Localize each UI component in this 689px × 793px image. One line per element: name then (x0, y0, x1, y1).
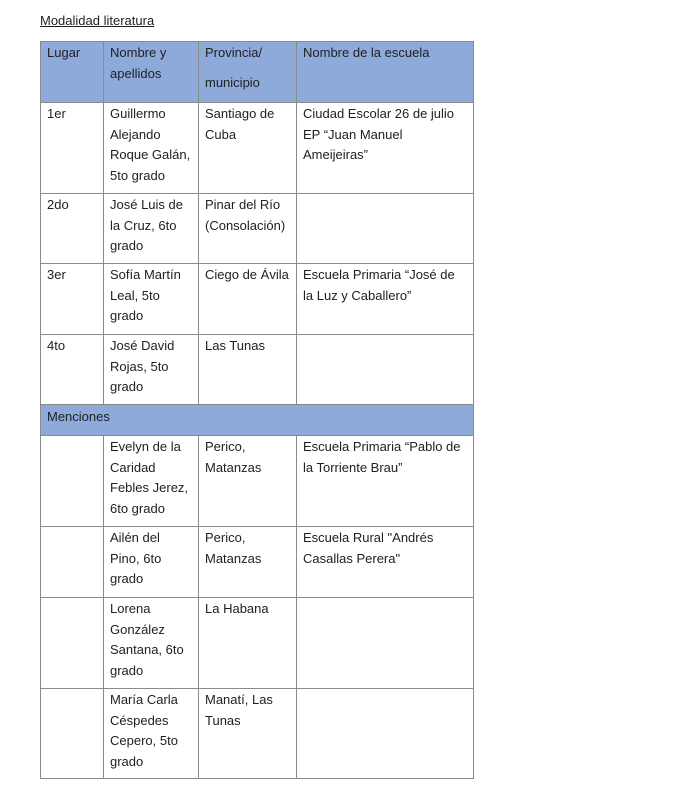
table-row (41, 436, 474, 527)
school-cell (297, 598, 474, 689)
school-cell (297, 335, 474, 405)
place-cell: 3er (41, 264, 104, 335)
province-cell: La Habana (199, 598, 297, 689)
place-cell (41, 689, 104, 779)
place-cell: 4to (41, 335, 104, 405)
table-row (41, 264, 474, 335)
mentions-section-row (41, 405, 474, 436)
place-cell (41, 527, 104, 598)
document-title: Modalidad literatura (40, 13, 155, 28)
name-cell: Sofía Martín Leal, 5to grado (104, 264, 199, 335)
header-province-line2: municipio (205, 74, 260, 90)
name-cell: Lorena González Santana, 6to grado (104, 598, 199, 689)
results-table (40, 41, 474, 779)
province-cell: Ciego de Ávila (199, 264, 297, 335)
table-row (41, 335, 474, 405)
place-cell: 1er (41, 103, 104, 194)
school-cell (297, 194, 474, 264)
table-row (41, 194, 474, 264)
mentions-label: Menciones (41, 405, 474, 436)
school-cell: Escuela Primaria “Pablo de la Torriente Brau” (297, 436, 474, 527)
school-cell: Escuela Rural "Andrés Casallas Perera" (297, 527, 474, 598)
header-place: Lugar (41, 42, 104, 103)
name-cell: María Carla Céspedes Cepero, 5to grado (104, 689, 199, 779)
place-cell (41, 436, 104, 527)
province-cell: Pinar del Río (Consolación) (199, 194, 297, 264)
province-cell: Las Tunas (199, 335, 297, 405)
table-header-row (41, 42, 474, 103)
school-cell (297, 689, 474, 779)
table-row (41, 598, 474, 689)
province-cell: Perico, Matanzas (199, 527, 297, 598)
province-cell: Perico, Matanzas (199, 436, 297, 527)
table-row (41, 689, 474, 779)
place-cell (41, 598, 104, 689)
name-cell: Guillermo Alejando Roque Galán, 5to grado (104, 103, 199, 194)
name-cell: Evelyn de la Caridad Febles Jerez, 6to grado (104, 436, 199, 527)
province-cell: Santiago de Cuba (199, 103, 297, 194)
school-cell: Ciudad Escolar 26 de julio EP “Juan Manuel Ameijeiras” (297, 103, 474, 194)
header-province (199, 42, 297, 103)
table-row (41, 527, 474, 598)
header-province-line1: Provincia/ (205, 45, 263, 60)
table-row (41, 103, 474, 194)
name-cell: José Luis de la Cruz, 6to grado (104, 194, 199, 264)
name-cell: José David Rojas, 5to grado (104, 335, 199, 405)
header-name: Nombre y apellidos (104, 42, 199, 103)
name-cell: Ailén del Pino, 6to grado (104, 527, 199, 598)
header-school: Nombre de la escuela (297, 42, 474, 103)
place-cell: 2do (41, 194, 104, 264)
province-cell: Manatí, Las Tunas (199, 689, 297, 779)
school-cell: Escuela Primaria “José de la Luz y Caballero” (297, 264, 474, 335)
